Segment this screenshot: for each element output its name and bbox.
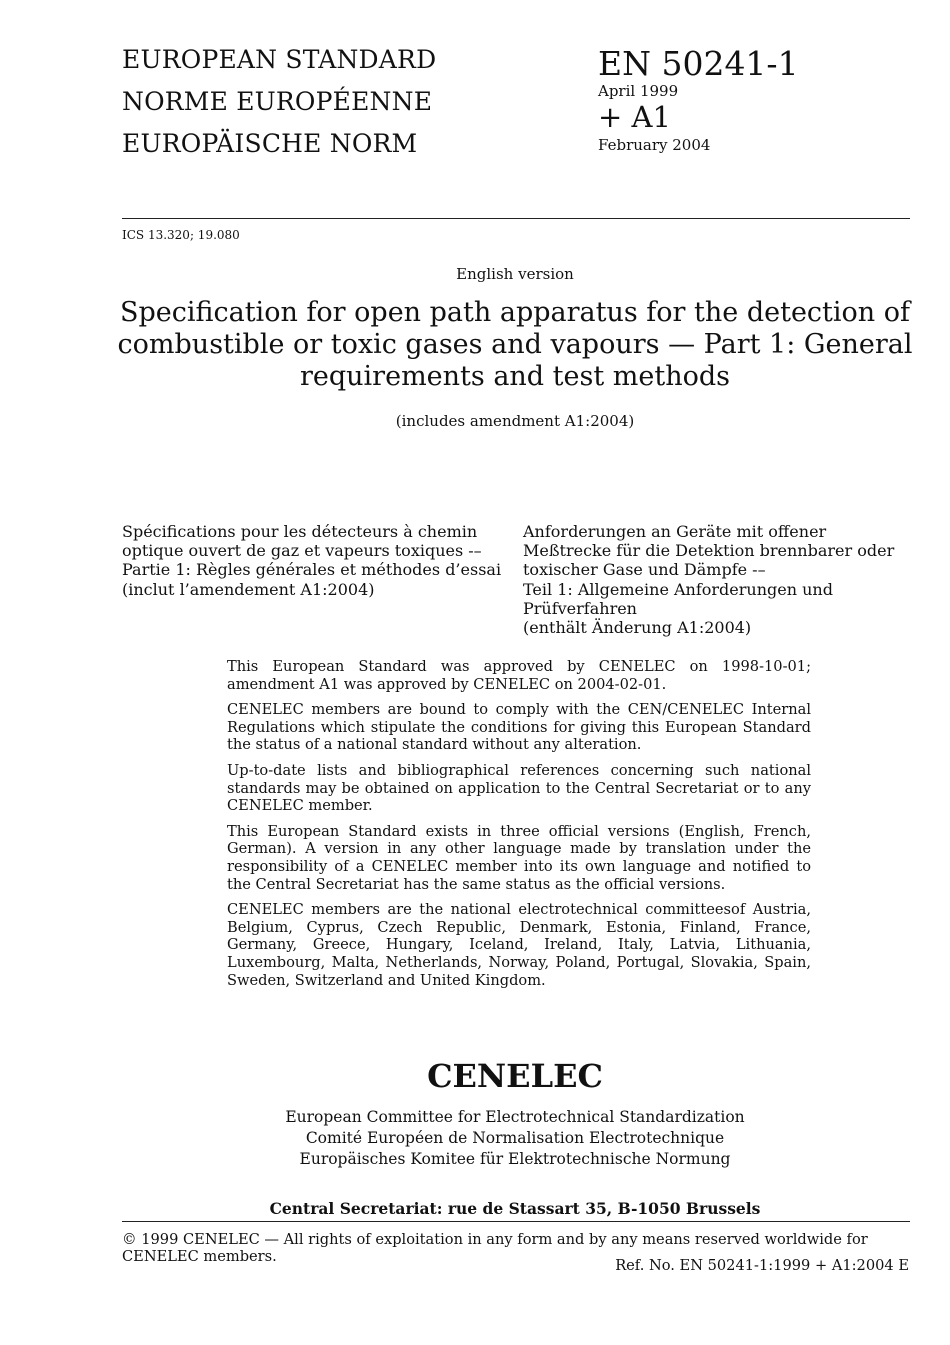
header-line-en: EUROPEAN STANDARD (122, 45, 437, 74)
footer-divider (122, 1221, 910, 1222)
amendment-note: (includes amendment A1:2004) (395, 412, 635, 430)
amendment-label: + A1 (598, 100, 671, 134)
standard-date: April 1999 (598, 82, 679, 100)
german-title-line: toxischer Gase und Dämpfe -– (523, 560, 766, 580)
title-line: Specification for open path apparatus for the detection of (119, 297, 911, 328)
german-title-line: Anforderungen an Geräte mit offener (523, 522, 827, 541)
copyright-line: CENELEC members. (122, 1248, 277, 1265)
secretariat-address: Central Secretariat: rue de Stassart 35, B-1050 Brussels (269, 1199, 761, 1218)
org-name-de: Europäisches Komitee für Elektrotechnische Normung (299, 1150, 731, 1168)
copyright-line: © 1999 CENELEC — All rights of exploitation in any form and by any means reserved worldwide for (122, 1231, 868, 1248)
amendment-date: February 2004 (598, 136, 711, 154)
cenelec-name: CENELEC (427, 1057, 603, 1095)
german-title-line: (enthält Änderung A1:2004) (523, 618, 752, 638)
german-title-line: Prüfverfahren (523, 598, 637, 618)
org-name-en: European Committee for Electrotechnical Standardization (285, 1108, 745, 1126)
german-title-line: Meßtrecke für die Detektion brennbarer oder (523, 541, 895, 561)
french-title-line: Spécifications pour les détecteurs à chemin (122, 522, 478, 541)
french-title-line: Partie 1: Règles générales et méthodes d’essai (122, 560, 502, 580)
header-line-fr: NORME EUROPÉENNE (122, 87, 433, 116)
french-title-line: (inclut l’amendement A1:2004) (122, 579, 375, 599)
reference-number: Ref. No. EN 50241-1:1999 + A1:2004 E (615, 1257, 909, 1274)
paragraph: This European Standard was approved by CENELEC on 1998-10-01; amendment A1 was approved by CENELEC on 2004-02-01. (227, 658, 811, 693)
language-version: English version (456, 265, 574, 283)
paragraph: CENELEC members are bound to comply with the CEN/CENELEC Internal Regulations which stipulate the conditions for giving this European Standard the status of a national standard without any alteration. (227, 701, 811, 754)
paragraph: This European Standard exists in three official versions (English, French, German). A version in any other language made by translation under the responsibility of a CENELEC member into its own language and notified to the Central Secretariat has the same status as the official versions. (227, 822, 811, 893)
org-name-fr: Comité Européen de Normalisation Electrotechnique (305, 1129, 725, 1147)
ics-code: ICS 13.320; 19.080 (122, 228, 240, 242)
french-title-line: optique ouvert de gaz et vapeurs toxiques -– (122, 541, 482, 561)
cenelec-full-names (115, 1107, 915, 1170)
paragraph: CENELEC members are the national electrotechnical committeesof Austria, Belgium, Cyprus, Czech Republic, Denmark, Estonia, Finland, France, Germany, Greece, Hungary, Iceland, Ireland, Italy, Latvia, Lithuania, Luxembourg, Malta, Netherlands, Norway, Poland, Portugal, Slovakia, Spain, Sweden, Switzerland and United Kingdom. (227, 901, 811, 989)
french-title (122, 522, 512, 599)
header-line-de: EUROPÄISCHE NORM (122, 129, 418, 158)
german-title (523, 522, 913, 637)
header-divider (122, 218, 910, 219)
document-title (115, 297, 915, 393)
paragraph: Up-to-date lists and bibliographical references concerning such national standards may be obtained on application to the Central Secretariat or to any CENELEC member. (227, 761, 811, 815)
approval-text (227, 658, 811, 997)
standard-number: EN 50241-1 (598, 44, 799, 83)
german-title-line: Teil 1: Allgemeine Anforderungen und (523, 579, 833, 599)
title-line: requirements and test methods (299, 361, 731, 392)
title-line: combustible or toxic gases and vapours — Part 1: General (117, 329, 913, 360)
